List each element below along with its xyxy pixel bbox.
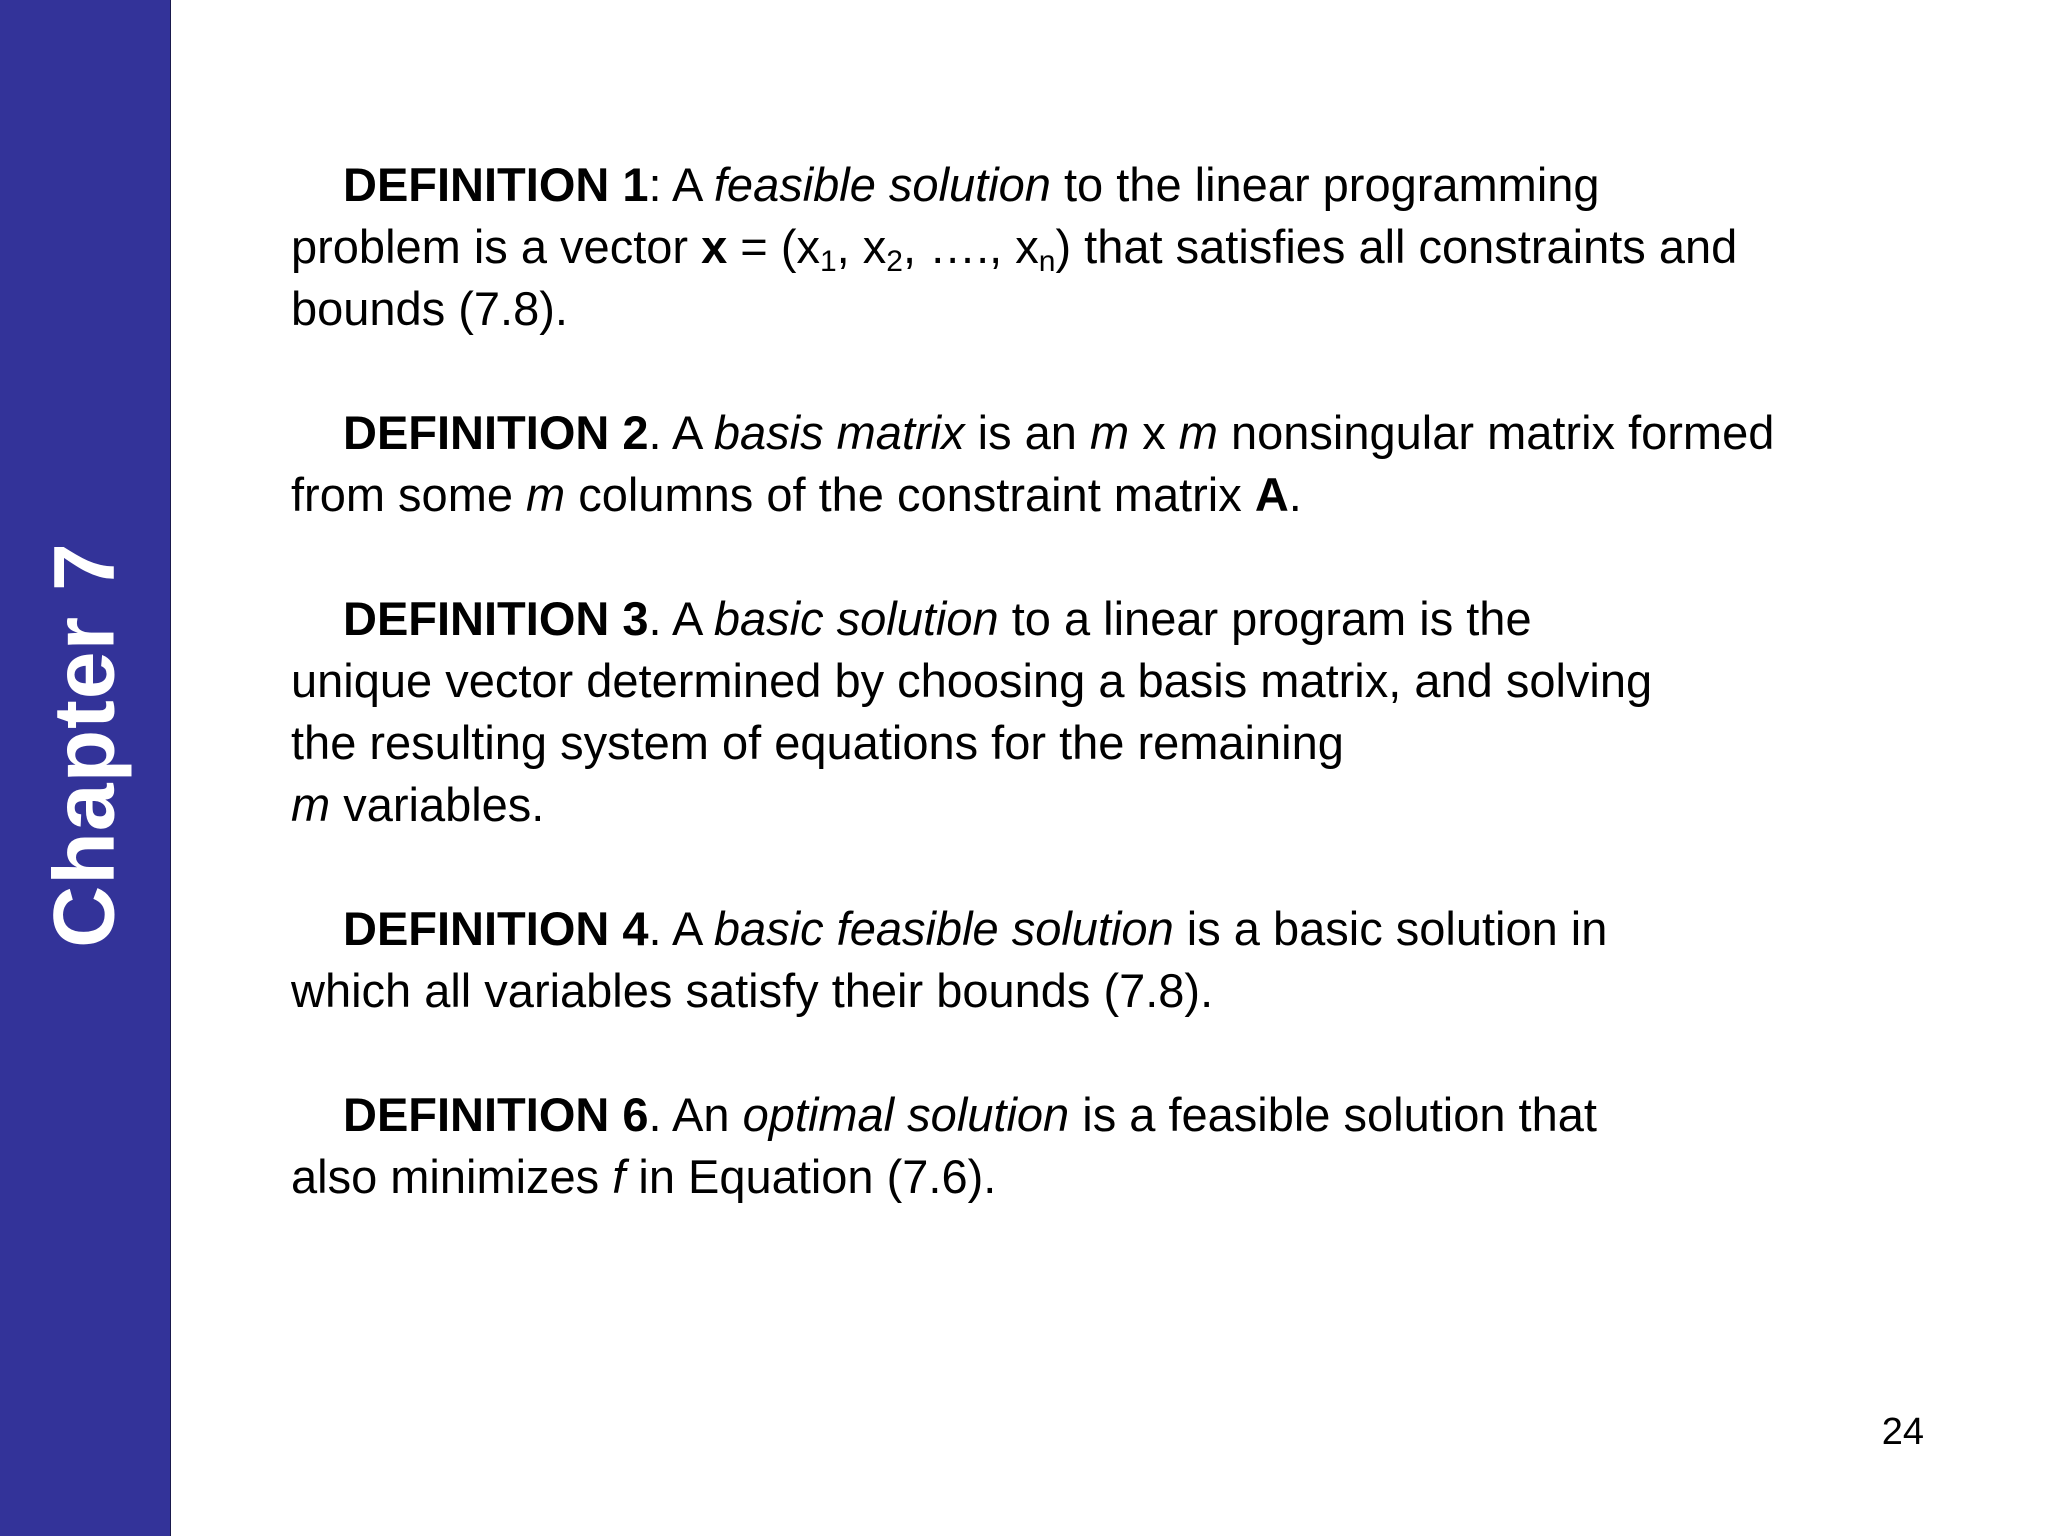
definition-term: basic solution: [713, 592, 999, 645]
page-number: 24: [1881, 1411, 1924, 1453]
definition-1: DEFINITION 1: A feasible solution to the linear programming problem is a vector $x = (x_1$, $x_2$, …., $x_n$) that satisfies all constraints and bounds (7.8).: [291, 158, 1738, 335]
definition-term: basis matrix: [713, 406, 965, 459]
subscript: n: [1038, 245, 1056, 278]
definition-label: DEFINITION 3: [343, 592, 649, 645]
definition-2: DEFINITION 2. A basis matrix is an m x m nonsingular matrix formed from some m columns of the constraint matrix A.: [291, 406, 1775, 521]
definition-4: DEFINITION 4. A basic feasible solution is a basic solution in which all variables satisfy their bounds (7.8).: [291, 902, 1608, 1017]
definition-label: DEFINITION 4: [343, 902, 649, 955]
definition-label: DEFINITION 1: [343, 158, 649, 211]
matrix-symbol: A: [1254, 468, 1289, 521]
definition-label: DEFINITION 2: [343, 406, 649, 459]
vector-symbol: x: [701, 220, 728, 273]
subscript: 2: [886, 245, 903, 278]
definition-term: basic feasible solution: [713, 902, 1174, 955]
definitions-body: [291, 154, 1811, 1270]
definition-label: DEFINITION 6: [343, 1088, 649, 1141]
chapter-title: Chapter 7: [36, 542, 133, 948]
chapter-sidebar: [0, 0, 171, 1536]
definition-6: DEFINITION 6. An optimal solution is a feasible solution that also minimizes f in Equation (7.6).: [291, 1088, 1597, 1203]
subscript: 1: [819, 245, 837, 278]
definition-3: DEFINITION 3. A basic solution to a linear program is the unique vector determined by choosing a basis matrix, and solving the resulting system of equations for the remaining m variables.: [291, 592, 1653, 831]
definition-term: optimal solution: [742, 1088, 1070, 1141]
definition-term: feasible solution: [713, 158, 1051, 211]
